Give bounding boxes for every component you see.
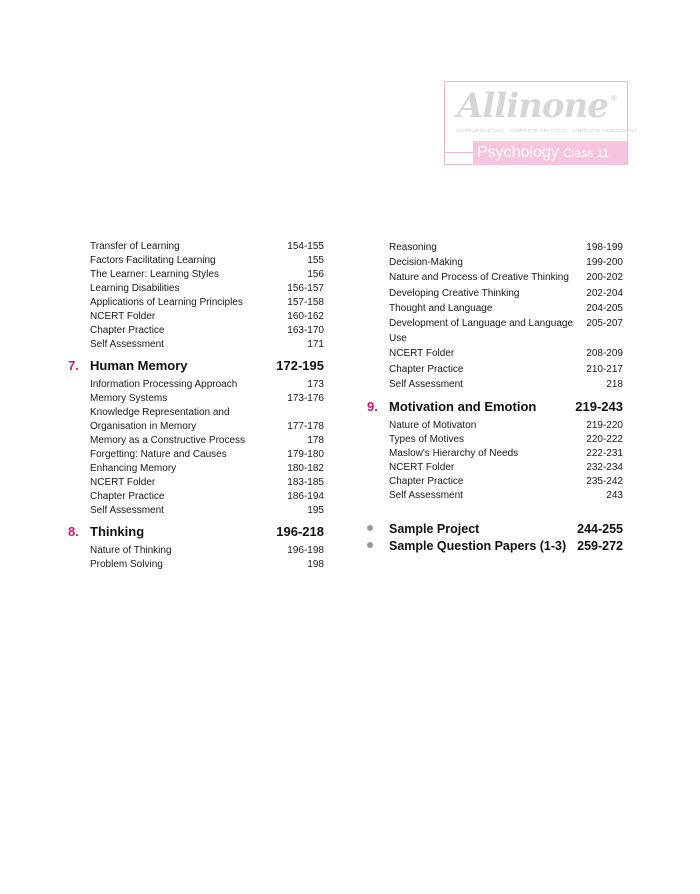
chapter-number: 7. <box>68 358 79 373</box>
toc-entry-pages: 202-204 <box>586 287 623 299</box>
toc-entry-pages: 173 <box>307 379 324 390</box>
chapter-heading-7 <box>68 356 324 378</box>
toc-entry-pages: 173-176 <box>287 393 324 404</box>
toc-entry-pages: 222-231 <box>586 448 623 460</box>
toc-entry <box>367 489 623 503</box>
logo-registered-mark: ® <box>611 94 617 103</box>
toc-entry-pages: 183-185 <box>287 477 324 488</box>
toc-entry-pages: 154-155 <box>287 241 324 252</box>
logo-class: Class 11 <box>563 146 610 160</box>
toc-entry-title: Knowledge Representation and Organisation in Memory <box>90 407 230 432</box>
toc-entry-title: Factors Facilitating Learning <box>90 255 216 266</box>
chapter-pages: 196-218 <box>276 524 324 539</box>
special-entry-title: Sample Question Papers (1-3) <box>389 539 567 554</box>
toc-entry-title: Chapter Practice <box>90 325 165 336</box>
chapter-number: 9. <box>367 399 378 415</box>
toc-entry-title: Development of Language and Language Use <box>389 318 574 345</box>
toc-entry-title: NCERT Folder <box>90 477 156 488</box>
toc-entry-pages: 155 <box>307 255 324 266</box>
toc-entry-title: Self Assessment <box>389 490 463 502</box>
toc-entry-pages: 156 <box>307 269 324 280</box>
chapter-title: Motivation and Emotion <box>389 399 537 415</box>
toc-entry-title: Memory as a Constructive Process <box>90 435 246 446</box>
toc-entry-pages: 156-157 <box>287 283 324 294</box>
toc-entry-pages: 199-200 <box>586 257 623 269</box>
chapter-number: 8. <box>68 524 79 539</box>
toc-entry <box>68 490 324 504</box>
toc-entry-title: Information Processing Approach <box>90 379 238 390</box>
toc-entry <box>367 270 623 285</box>
bullet-icon <box>367 542 373 548</box>
toc-entry-title: Enhancing Memory <box>90 463 177 474</box>
toc-column-left <box>68 240 324 572</box>
special-entry-pages: 259-272 <box>577 539 623 554</box>
special-entry-sample-project <box>367 521 623 538</box>
toc-entry <box>367 286 623 301</box>
logo-wordmark: Allinone <box>457 86 608 126</box>
toc-entry-pages: 195 <box>307 505 324 516</box>
toc-entry-pages: 198-199 <box>586 242 623 253</box>
logo-subject: Psychology <box>477 144 559 161</box>
toc-entry-pages: 218 <box>606 378 623 390</box>
toc-entry <box>367 255 623 270</box>
toc-entry <box>68 544 324 558</box>
chapter-heading-8 <box>68 522 324 544</box>
toc-entry <box>367 377 623 392</box>
toc-entry-pages: 232-234 <box>586 462 623 474</box>
toc-entry-pages: 204-205 <box>586 302 623 314</box>
toc-entry-pages: 171 <box>307 339 324 350</box>
toc-entry <box>68 406 324 434</box>
toc-entry-pages: 177-178 <box>287 421 324 432</box>
toc-entry <box>367 419 623 433</box>
toc-entry-title: NCERT Folder <box>90 311 156 322</box>
toc-entry-pages: 205-207 <box>586 318 623 330</box>
toc-entry <box>367 447 623 461</box>
chapter-heading-9 <box>367 397 623 419</box>
toc-entry-title: Forgetting: Nature and Causes <box>90 449 227 460</box>
toc-entry-title: Reasoning <box>389 242 437 253</box>
toc-entry <box>68 240 324 254</box>
toc-entry-title: Developing Creative Thinking <box>389 287 520 299</box>
toc-entry-title: The Learner: Learning Styles <box>90 269 219 280</box>
bullet-icon <box>367 525 373 531</box>
toc-entry <box>68 338 324 352</box>
chapter-pages: 219-243 <box>575 399 623 415</box>
toc-entry-title: Decision-Making <box>389 257 463 269</box>
toc-entry-title: Chapter Practice <box>389 476 464 488</box>
toc-entry-title: Learning Disabilities <box>90 283 180 294</box>
toc-entry-pages: 210-217 <box>586 363 623 375</box>
toc-entry <box>68 476 324 490</box>
toc-entry-pages: 243 <box>606 490 623 502</box>
toc-entry <box>68 310 324 324</box>
logo-subject-band <box>473 141 627 165</box>
toc-entry-title: Self Assessment <box>90 505 164 516</box>
toc-entry-title: Self Assessment <box>90 339 164 350</box>
toc-entry <box>367 240 623 255</box>
chapter-title: Thinking <box>90 524 145 539</box>
toc-entry-pages: 196-198 <box>287 545 324 556</box>
toc-column-right <box>367 240 623 555</box>
toc-entry <box>367 316 623 346</box>
toc-entry <box>68 378 324 392</box>
toc-entry-title: Types of Motives <box>389 434 465 446</box>
toc-entry <box>367 475 623 489</box>
toc-entry-title: Problem Solving <box>90 559 163 570</box>
logo-tagline: COMPLETE STUDY · COMPLETE PRACTICE · COMPLETE ASSESSMENT <box>457 128 638 133</box>
toc-entry-pages: 178 <box>307 435 324 446</box>
toc-entry-title: Self Assessment <box>389 378 463 390</box>
toc-entry <box>68 504 324 518</box>
logo-divider <box>445 152 473 153</box>
toc-entry <box>68 296 324 310</box>
toc-entry <box>68 254 324 268</box>
toc-entry <box>367 346 623 361</box>
chapter-pages: 172-195 <box>276 358 324 373</box>
toc-entry-pages: 163-170 <box>287 325 324 336</box>
toc-entry <box>68 392 324 406</box>
toc-entry <box>367 301 623 316</box>
toc-entry-title: Chapter Practice <box>90 491 165 502</box>
toc-entry-title: Chapter Practice <box>389 363 464 375</box>
toc-entry <box>367 461 623 475</box>
special-entry-sample-papers <box>367 538 623 555</box>
toc-entry-pages: 157-158 <box>287 297 324 308</box>
toc-entry <box>68 434 324 448</box>
toc-entry <box>68 282 324 296</box>
toc-entry <box>68 324 324 338</box>
brand-logo <box>444 81 638 165</box>
chapter-title: Human Memory <box>90 358 188 373</box>
toc-entry-pages: 208-209 <box>586 348 623 360</box>
toc-entry-title: Transfer of Learning <box>90 241 180 252</box>
toc-entry <box>367 433 623 447</box>
toc-entry-pages: 186-194 <box>287 491 324 502</box>
toc-entry-title: NCERT Folder <box>389 348 455 360</box>
toc-entry-title: NCERT Folder <box>389 462 455 474</box>
toc-entry-pages: 200-202 <box>586 272 623 284</box>
toc-entry-pages: 160-162 <box>287 311 324 322</box>
toc-entry-title: Applications of Learning Principles <box>90 297 243 308</box>
special-entry-title: Sample Project <box>389 522 480 537</box>
special-entry-pages: 244-255 <box>577 522 623 537</box>
toc-entry-title: Memory Systems <box>90 393 168 404</box>
toc-entry-pages: 235-242 <box>586 476 623 488</box>
toc-entry <box>68 558 324 572</box>
toc-entry-pages: 220-222 <box>586 434 623 446</box>
toc-entry-pages: 198 <box>307 559 324 570</box>
toc-entry <box>68 462 324 476</box>
toc-entry-pages: 180-182 <box>287 463 324 474</box>
toc-entry-title: Maslow's Hierarchy of Needs <box>389 448 519 460</box>
toc-entry-title: Nature of Motivaton <box>389 420 477 432</box>
toc-entry-pages: 179-180 <box>287 449 324 460</box>
toc-entry-title: Thought and Language <box>389 302 493 314</box>
toc-entry-pages: 219-220 <box>586 420 623 432</box>
toc-entry-title: Nature of Thinking <box>90 545 172 556</box>
toc-entry <box>68 268 324 282</box>
toc-entry-title: Nature and Process of Creative Thinking <box>389 272 569 284</box>
toc-entry <box>68 448 324 462</box>
toc-entry <box>367 362 623 377</box>
